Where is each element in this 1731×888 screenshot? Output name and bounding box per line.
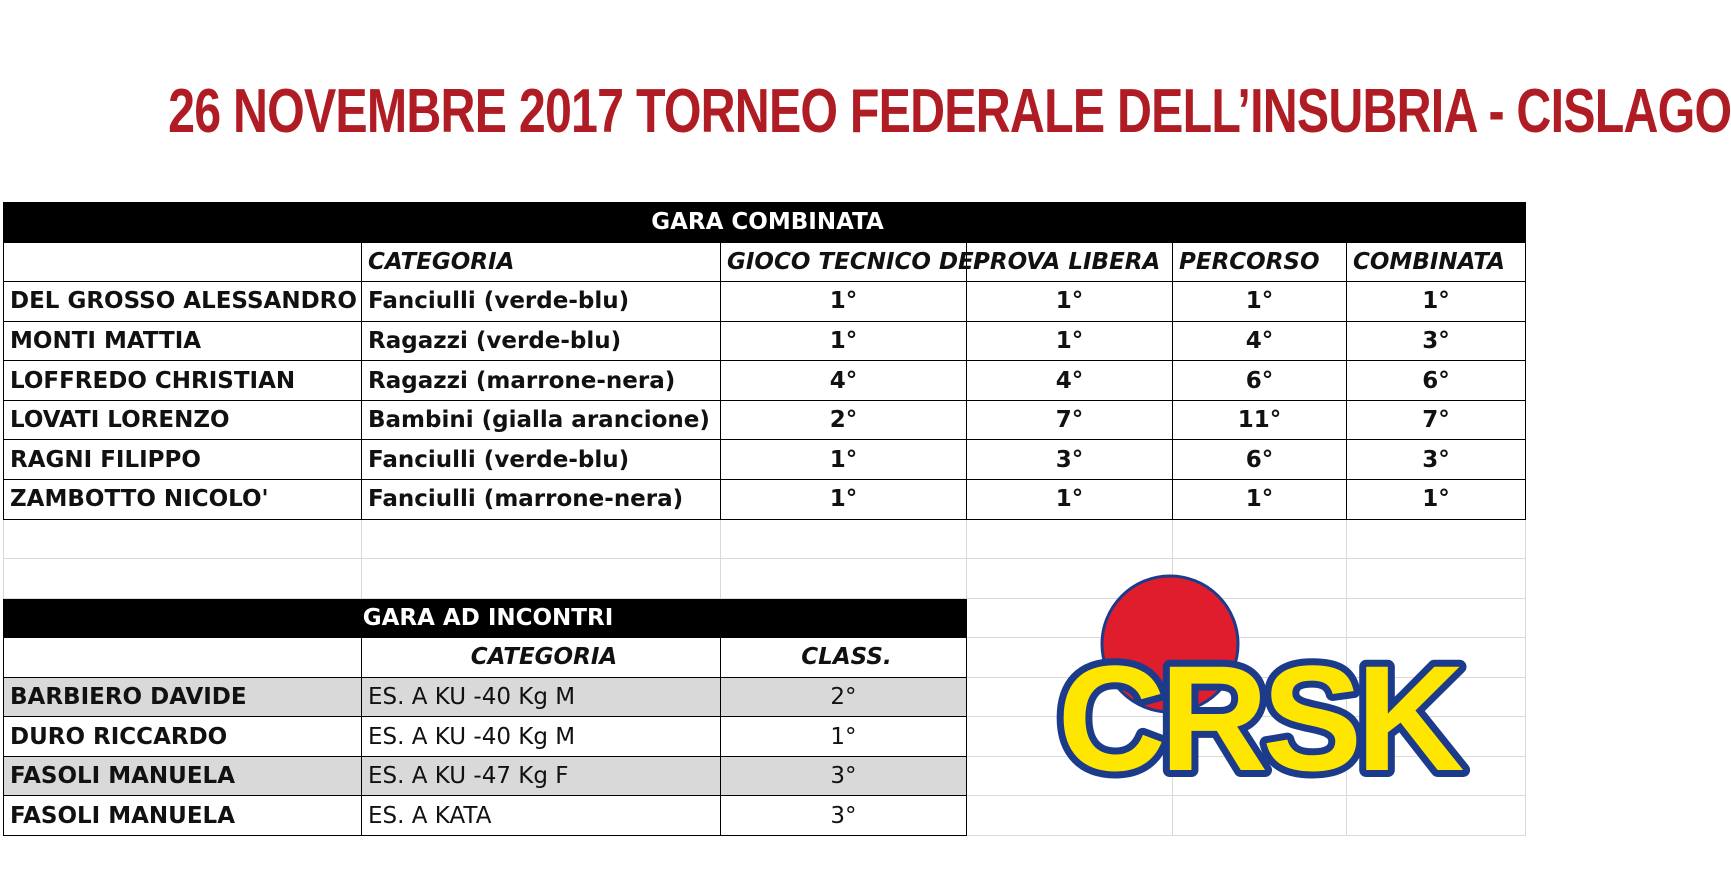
result-gioco: 1° <box>721 440 967 480</box>
result-gioco: 1° <box>721 282 967 322</box>
result-percorso: 6° <box>1173 440 1347 480</box>
athlete-categoria: ES. A KU -40 Kg M <box>362 717 721 757</box>
athlete-categoria: Ragazzi (marrone-nera) <box>362 361 721 401</box>
athlete-name: BARBIERO DAVIDE <box>4 677 362 717</box>
result-gioco: 2° <box>721 400 967 440</box>
athlete-name: LOFFREDO CHRISTIAN <box>4 361 362 401</box>
table-row <box>4 440 1526 480</box>
result-combinata: 1° <box>1347 282 1526 322</box>
result-libera: 1° <box>967 321 1173 361</box>
athlete-categoria: Bambini (gialla arancione) <box>362 400 721 440</box>
table-row <box>4 321 1526 361</box>
gara-incontri-title: GARA AD INCONTRI <box>4 598 967 638</box>
result-combinata: 3° <box>1347 440 1526 480</box>
athlete-name: DURO RICCARDO <box>4 717 362 757</box>
result-percorso: 6° <box>1173 361 1347 401</box>
athlete-name: LOVATI LORENZO <box>4 400 362 440</box>
athlete-name: RAGNI FILIPPO <box>4 440 362 480</box>
header-name <box>4 638 362 678</box>
header-combinata: COMBINATA <box>1347 242 1526 282</box>
crsk-logo <box>1040 574 1476 802</box>
athlete-categoria: ES. A KU -40 Kg M <box>362 677 721 717</box>
athlete-name: ZAMBOTTO NICOLO' <box>4 479 362 519</box>
result-class: 2° <box>721 677 967 717</box>
table-row <box>4 282 1526 322</box>
header-name <box>4 242 362 282</box>
result-class: 3° <box>721 756 967 796</box>
header-prova-libera: PROVA LIBERA <box>967 242 1173 282</box>
page-title: 26 NOVEMBRE 2017 TORNEO FEDERALE DELL’INSUBRIA - CISLAGO <box>168 77 1731 146</box>
result-combinata: 3° <box>1347 321 1526 361</box>
result-libera: 1° <box>967 479 1173 519</box>
result-gioco: 4° <box>721 361 967 401</box>
result-percorso: 4° <box>1173 321 1347 361</box>
athlete-categoria: Ragazzi (verde-blu) <box>362 321 721 361</box>
result-libera: 7° <box>967 400 1173 440</box>
result-gioco: 1° <box>721 479 967 519</box>
header-gioco-tecnico: GIOCO TECNICO DEI <box>721 242 967 282</box>
athlete-categoria: Fanciulli (marrone-nera) <box>362 479 721 519</box>
header-class: CLASS. <box>721 638 967 678</box>
result-class: 3° <box>721 796 967 836</box>
athlete-categoria: Fanciulli (verde-blu) <box>362 282 721 322</box>
result-combinata: 1° <box>1347 479 1526 519</box>
athlete-name: DEL GROSSO ALESSANDRO <box>4 282 362 322</box>
header-percorso: PERCORSO <box>1173 242 1347 282</box>
table-row <box>4 361 1526 401</box>
result-combinata: 6° <box>1347 361 1526 401</box>
result-percorso: 1° <box>1173 282 1347 322</box>
result-combinata: 7° <box>1347 400 1526 440</box>
athlete-name: FASOLI MANUELA <box>4 796 362 836</box>
logo-text: CRSK <box>1057 634 1459 802</box>
result-libera: 4° <box>967 361 1173 401</box>
table-row <box>4 479 1526 519</box>
combinata-title-row <box>4 203 1526 243</box>
result-class: 1° <box>721 717 967 757</box>
athlete-categoria: Fanciulli (verde-blu) <box>362 440 721 480</box>
result-percorso: 1° <box>1173 479 1347 519</box>
result-percorso: 11° <box>1173 400 1347 440</box>
combinata-header-row <box>4 242 1526 282</box>
athlete-categoria: ES. A KU -47 Kg F <box>362 756 721 796</box>
athlete-name: MONTI MATTIA <box>4 321 362 361</box>
result-gioco: 1° <box>721 321 967 361</box>
result-libera: 3° <box>967 440 1173 480</box>
result-libera: 1° <box>967 282 1173 322</box>
athlete-name: FASOLI MANUELA <box>4 756 362 796</box>
header-categoria: CATEGORIA <box>362 638 721 678</box>
gara-combinata-title: GARA COMBINATA <box>4 203 1526 243</box>
athlete-categoria: ES. A KATA <box>362 796 721 836</box>
empty-row <box>4 519 1526 559</box>
table-row <box>4 400 1526 440</box>
header-categoria: CATEGORIA <box>362 242 721 282</box>
